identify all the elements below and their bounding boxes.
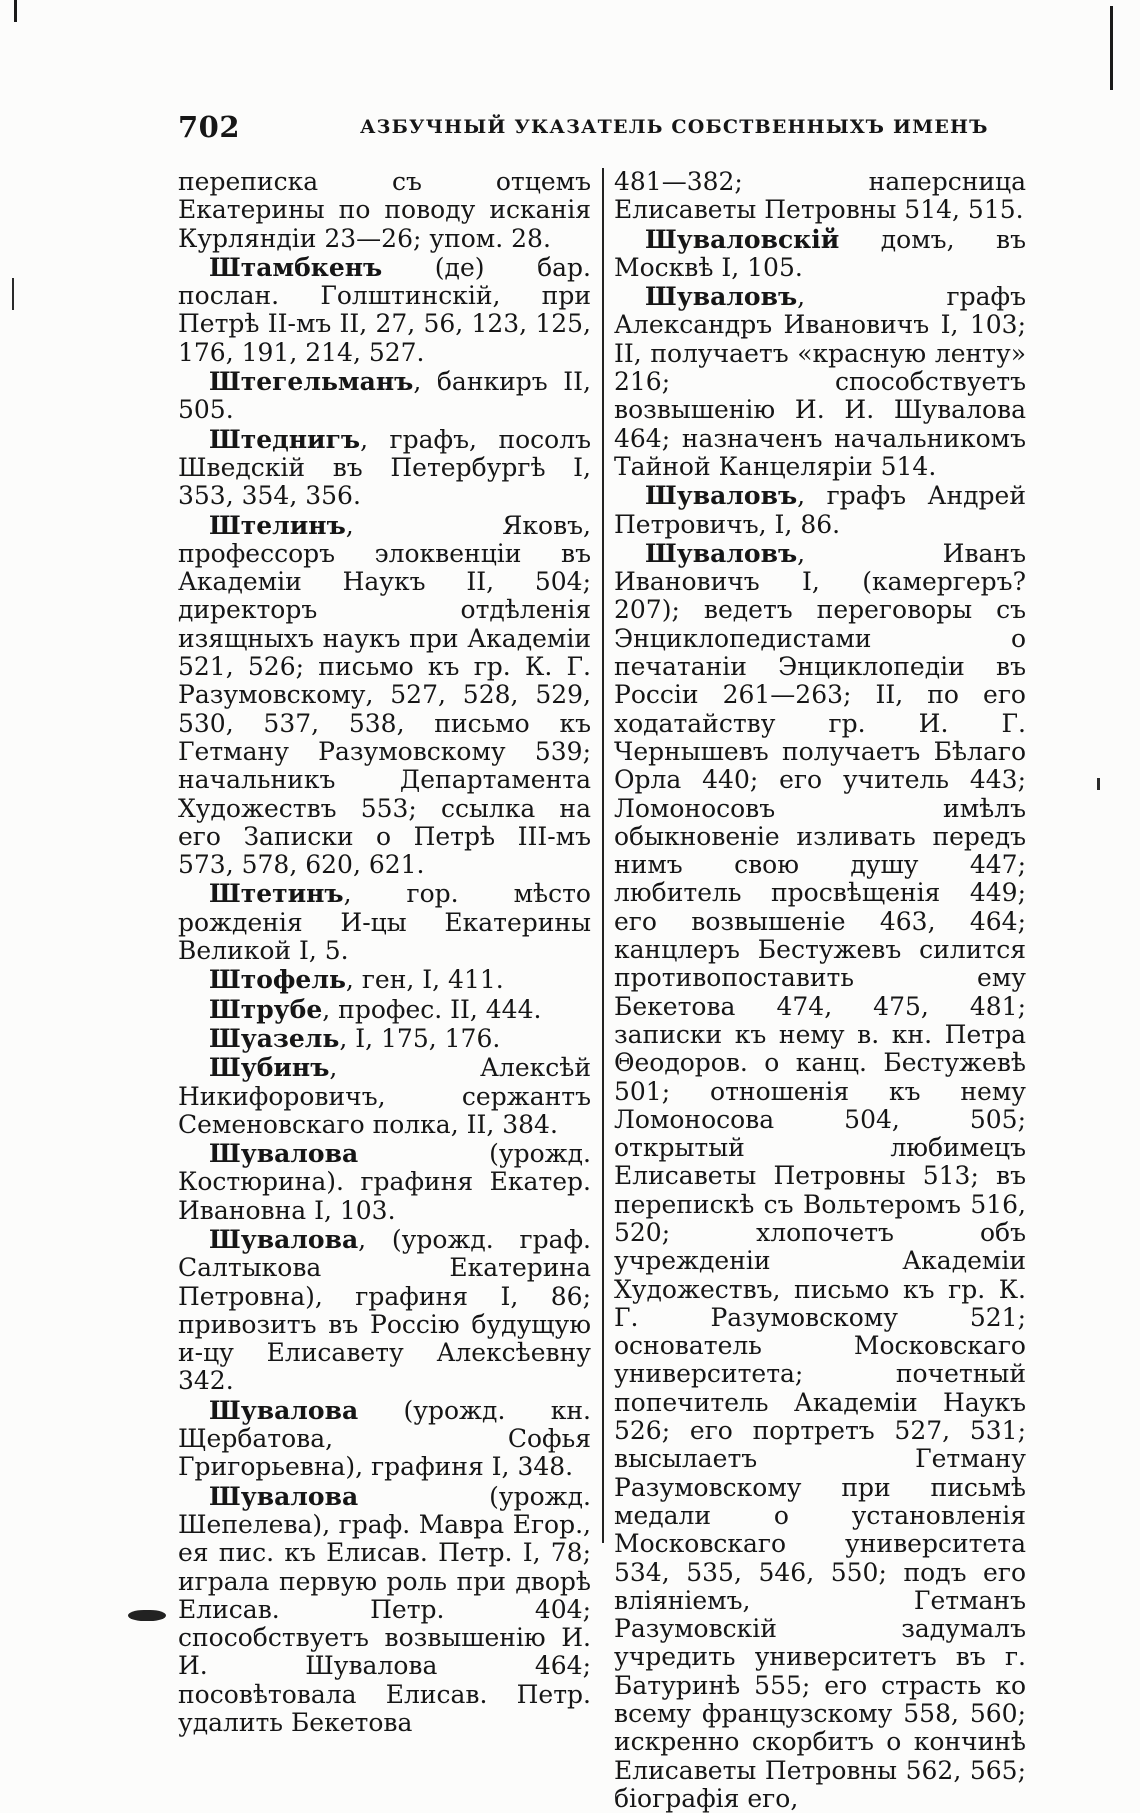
entry-headword: Штелинъ [209, 510, 346, 540]
entry-text: , графъ Андрей Петровичъ, I, 86. [614, 481, 1026, 539]
entry-headword: Шувалова [209, 1481, 359, 1511]
entry-headword: Штамбкенъ [209, 252, 383, 282]
margin-mark [12, 278, 14, 310]
index-entry [614, 540, 1026, 1813]
entry-text: домъ, въ Москвѣ I, 105. [614, 224, 1026, 282]
margin-mark [1097, 778, 1100, 790]
entry-headword: Шуваловъ [645, 538, 798, 568]
index-entry [178, 254, 591, 367]
entry-headword: Шуваловъ [645, 481, 798, 511]
entry-headword: Шувалова [209, 1224, 359, 1254]
index-entry [614, 283, 1026, 481]
index-entry [178, 368, 591, 425]
index-entry [178, 1054, 591, 1139]
entry-headword: Шуваловскій [645, 224, 840, 254]
entry-headword: Штофель [209, 965, 346, 995]
entry-text: , графъ, посолъ Шведскій въ Петербургѣ I, 353, 354, 356. [178, 424, 591, 511]
entry-headword: Штегельманъ [209, 367, 414, 397]
entry-headword: Шуазель [209, 1023, 340, 1053]
entry-text: , (урожд. граф. Салтыкова Екатерина Петровна), графиня I, 86; привозитъ въ Россію будущую и-цу Елисавету Алексѣевну 342. [178, 1224, 591, 1396]
entry-text: , банкиръ II, 505. [178, 367, 591, 425]
running-title: АЗБУЧНЫЙ УКАЗАТЕЛЬ СОБСТВЕННЫХЪ ИМЕНЪ [360, 116, 989, 138]
entry-text: переписка съ отцемъ Екатерины по поводу исканія Курляндіи 23—26; упом. 28. [178, 167, 591, 253]
left-column [178, 168, 591, 1737]
index-entry [614, 168, 1026, 225]
entry-text: (урожд. Шепелева), граф. Мавра Егор., ея пис. къ Елисав. Петр. I, 78; играла первую роль при дворѣ Елисав. Петр. 404; способствуетъ возвышенію И. И. Шувалова 464; посовѣтовала Елисав. Петр. удалить Бекетова [178, 1481, 591, 1738]
entry-text: 481—382; наперсница Елисаветы Петровны 514, 515. [614, 167, 1026, 225]
entry-headword: Штрубе [209, 994, 323, 1024]
index-entry [178, 512, 591, 880]
scan-edge-mark-right [1110, 6, 1113, 90]
entry-text: (урожд. Костюрина). графиня Екатер. Ивановна I, 103. [178, 1139, 591, 1225]
entry-text: (де) бар. послан. Голштинскій, при Петрѣ II-мъ II, 27, 56, 123, 125, 176, 191, 214, 527. [178, 252, 591, 367]
index-entry [178, 1140, 591, 1225]
index-entry [178, 996, 591, 1024]
ink-smudge [128, 1610, 166, 1621]
entry-text: , графъ Александръ Ивановичъ I, 103; II, получаетъ «красную ленту» 216; способствуетъ возвышенію И. И. Шувалова 464; назначенъ начальникомъ Тайной Канцеляріи 514. [614, 282, 1026, 481]
entry-text: (урожд. кн. Щербатова, Софья Григорьевна), графиня I, 348. [178, 1395, 591, 1482]
column-divider [602, 168, 604, 1543]
entry-text: , ген, I, 411. [345, 965, 504, 995]
page-number: 702 [178, 110, 241, 144]
entry-text: , I, 175, 176. [339, 1023, 501, 1053]
right-column [614, 168, 1026, 1813]
entry-headword: Шувалова [209, 1395, 359, 1425]
index-entry [178, 168, 591, 253]
entry-headword: Шуваловъ [645, 282, 798, 312]
index-entry [178, 1397, 591, 1482]
entry-text: , гор. мѣсто рожденія И-цы Екатерины Великой I, 5. [178, 879, 591, 966]
index-entry [614, 226, 1026, 283]
entry-text: , профес. II, 444. [322, 994, 542, 1024]
entry-text: , Иванъ Ивановичъ I, (камергеръ? 207); ведетъ переговоры съ Энциклопедистами о печатаніи Энциклопедіи въ Россіи 261—263; II, по его ходатайству гр. И. Г. Чернышевъ получаетъ Бѣлаго Орла 440; его учитель 443; Ломоносовъ имѣлъ обыкновеніе изливать передъ нимъ свою душу 447; любитель просвѣщенія 449; его возвышеніе 463, 464; канцлеръ Бестужевъ силится противопоставить ему Бекетова 474, 475, 481; записки къ нему в. кн. Петра Θеодоров. о канц. Бестужевѣ 501; отношенія къ нему Ломоносова 504, 505; открытый любимецъ Елисаветы Петровны 513; въ перепискѣ съ Вольтеромъ 516, 520; хлопочетъ объ учрежденіи Академіи Художествъ, письмо къ гр. К. Г. Разумовскому 521; основатель Московскаго университета; почетный попечитель Академіи Наукъ 526; его портретъ 527, 531; высылаетъ Гетману Разумовскому при письмѣ медали о установленія Московскаго университета 534, 535, 546, 550; подъ его вліяніемъ, Гетманъ Разумовскій задумалъ учредить университетъ въ г. Батуринѣ 555; его страсть ко всему французскому 558, 560; искренно скорбитъ о кончинѣ Елисаветы Петровны 562, 565; біографія его, [614, 538, 1026, 1813]
entry-headword: Шувалова [209, 1139, 359, 1169]
entry-text: , Яковъ, профессоръ элоквенціи въ Академіи Наукъ II, 504; директоръ отдѣленія изящныхъ наукъ при Академіи 521, 526; письмо къ гр. К. Г. Разумовскому, 527, 528, 529, 530, 537, 538, письмо къ Гетману Разумовскому 539; начальникъ Департамента Художествъ 553; ссылка на его Записки о Петрѣ III-мъ 573, 578, 620, 621. [178, 510, 591, 880]
entry-headword: Шубинъ [209, 1053, 330, 1083]
index-entry [178, 1483, 591, 1738]
index-entry [178, 880, 591, 965]
entry-headword: Штетинъ [209, 879, 344, 909]
index-entry [178, 426, 591, 511]
index-entry [178, 966, 591, 994]
scan-edge-mark-left [14, 0, 17, 22]
index-entry [178, 1226, 591, 1396]
entry-text: , Алексѣй Никифоровичъ, сержантъ Семеновскаго полка, II, 384. [178, 1053, 591, 1139]
index-entry [614, 482, 1026, 539]
entry-headword: Штеднигъ [209, 424, 361, 454]
page-header [178, 110, 989, 150]
index-entry [178, 1025, 591, 1053]
